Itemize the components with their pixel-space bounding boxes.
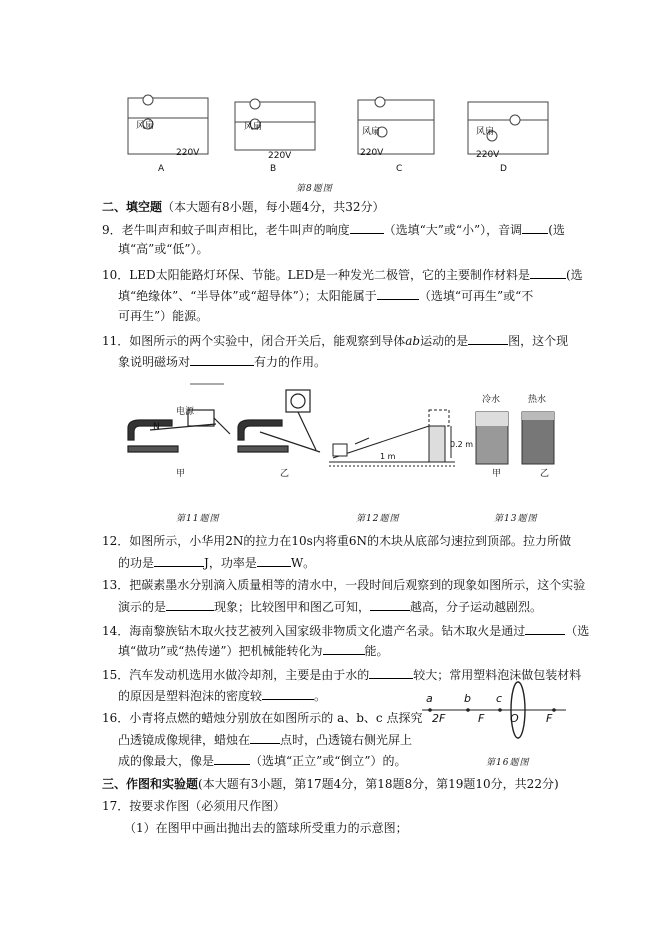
fig11-n-label: N (153, 422, 160, 432)
q11-line2: 象说明磁场对 有力的作用。 (118, 355, 327, 369)
q10-blank2[interactable] (377, 288, 419, 300)
q13-blank2[interactable] (370, 599, 410, 611)
q9-blank2[interactable] (522, 222, 548, 234)
q11-line1: 11．如图所示的两个实验中，闭合开关后，能观察到导体ab运动的是 图，这个现 (102, 334, 569, 348)
fig13-yi: 乙 (540, 469, 550, 479)
section3-note: (本大题有3小题，第17题4分，第18题8分，第19题10分，共22分) (198, 777, 559, 791)
q12-blank1[interactable] (154, 555, 204, 567)
fig13-cold-water: 冷水 (482, 395, 501, 405)
fig11-source-label: 电源 (176, 407, 195, 417)
fig16-f-right: F (546, 712, 553, 725)
q15-blank2[interactable] (262, 688, 314, 700)
q9-line2: 填“高”或“低”）。 (118, 242, 209, 256)
fig8-voltage-d: 220V (476, 150, 500, 160)
fig8-voltage-c: 220V (360, 148, 384, 158)
q16-line2: 凸透镜成像规律，蜡烛在 点时，凸透镜右侧光屏上 (118, 733, 413, 747)
q14-blank1[interactable] (525, 623, 565, 635)
q11-blank1[interactable] (468, 333, 508, 345)
fig12-length: 1 m (380, 452, 396, 461)
fig8-label-d: D (500, 164, 507, 174)
q15-line1: 15．汽车发动机选用水做冷却剂，主要是由于水的 较大；常用塑料泡沫做包装材料 (102, 668, 582, 682)
section3-heading (102, 777, 559, 791)
fig8-label-c: C (396, 164, 403, 174)
fig13-hot-water: 热水 (528, 395, 547, 405)
fig8-fan-label-d: 风扇 (476, 127, 495, 137)
q15-blank1[interactable] (369, 667, 413, 679)
q13-line2: 演示的是 现象；比较图甲和图乙可知， 越高，分子运动越剧烈。 (118, 600, 543, 614)
q17-line2: （1）在图甲中画出抛出去的篮球所受重力的示意图； (124, 821, 408, 835)
section2-note: （本大题有8小题，每小题4分，共32分） (162, 200, 385, 214)
section2-heading (102, 200, 385, 214)
fig8-fan-label-a: 风扇 (136, 121, 155, 131)
fig8-fan-label-c: 风扇 (362, 127, 381, 137)
q15-line2: 的原因是塑料泡沫的密度较 。 (118, 689, 327, 703)
q13-line1: 13．把碳素墨水分别滴入质量相等的清水中，一段时间后观察到的现象如图所示，这个实验 (102, 578, 586, 592)
fig16-a: a (426, 692, 433, 705)
q9-line1: 9．老牛叫声和蚊子叫声相比，老牛叫声的响度 （选填“大”或“小”），音调 (选 (102, 223, 565, 237)
fig16-2f: 2F (432, 712, 446, 725)
fig11-yi: 乙 (280, 469, 290, 479)
q16-blank2[interactable] (214, 753, 250, 765)
q10-line3: 可再生”）能源。 (118, 309, 209, 323)
q12-line1: 12．如图所示，小华用2N的拉力在10s内将重6N的木块从底部匀速拉到顶部。拉力所做 (102, 534, 571, 548)
fig13-jia: 甲 (492, 469, 502, 479)
fig11-caption: 第11题图 (176, 514, 220, 524)
fig12-height: 0.2 m (450, 440, 474, 449)
q9-blank1[interactable] (350, 222, 384, 234)
fig13-caption: 第13题图 (494, 514, 538, 524)
fig16-f-left: F (478, 712, 485, 725)
fig16-o: O (510, 712, 519, 725)
fig8-voltage-a: 220V (176, 148, 200, 158)
section3-title: 三、作图和实验题 (102, 777, 199, 791)
fig11-jia: 甲 (176, 469, 186, 479)
fig8-caption: 第8题图 (296, 184, 333, 194)
q10-line2: 填“绝缘体”、“半导体”或“超导体”）；太阳能属于 （选填“可再生”或“不 (118, 289, 534, 303)
q16-line1: 16．小青将点燃的蜡烛分别放在如图所示的 a、b、c 点探究 (102, 711, 423, 725)
fig8-fan-label-b: 风扇 (244, 122, 263, 132)
section2-title: 二、填空题 (102, 200, 163, 214)
q17-line1: 17．按要求作图（必须用尺作图） (102, 799, 286, 813)
q13-blank1[interactable] (166, 599, 214, 611)
q14-line2: 填“做功”或“热传递”）把机械能转化为 能。 (118, 644, 389, 658)
q16-blank1[interactable] (250, 732, 280, 744)
q16-line3: 成的像最大，像是 （选填“正立”或“倒立”）的。 (118, 754, 407, 768)
q14-line1: 14．海南黎族钻木取火技艺被列入国家级非物质文化遗产名录。钻木取火是通过 （选 (102, 624, 590, 638)
fig13-beakers (470, 404, 560, 468)
q11-blank2[interactable] (190, 354, 254, 366)
fig12-caption: 第12题图 (356, 514, 400, 524)
q10-line1: 10．LED太阳能路灯环保、节能。LED是一种发光二极管，它的主要制作材料是 (选 (102, 268, 583, 282)
q12-line2: 的功是 J，功率是 W。 (118, 556, 316, 570)
fig8-voltage-b: 220V (268, 151, 292, 161)
fig16-caption: 第16题图 (486, 758, 530, 768)
fig8-label-b: B (270, 164, 277, 174)
q14-blank2[interactable] (323, 643, 365, 655)
fig8-label-a: A (158, 164, 165, 174)
q12-blank2[interactable] (257, 555, 291, 567)
fig16-b: b (464, 692, 471, 705)
fig11-experiments (120, 380, 330, 470)
q10-blank1[interactable] (530, 267, 566, 279)
fig16-c: c (496, 692, 503, 705)
